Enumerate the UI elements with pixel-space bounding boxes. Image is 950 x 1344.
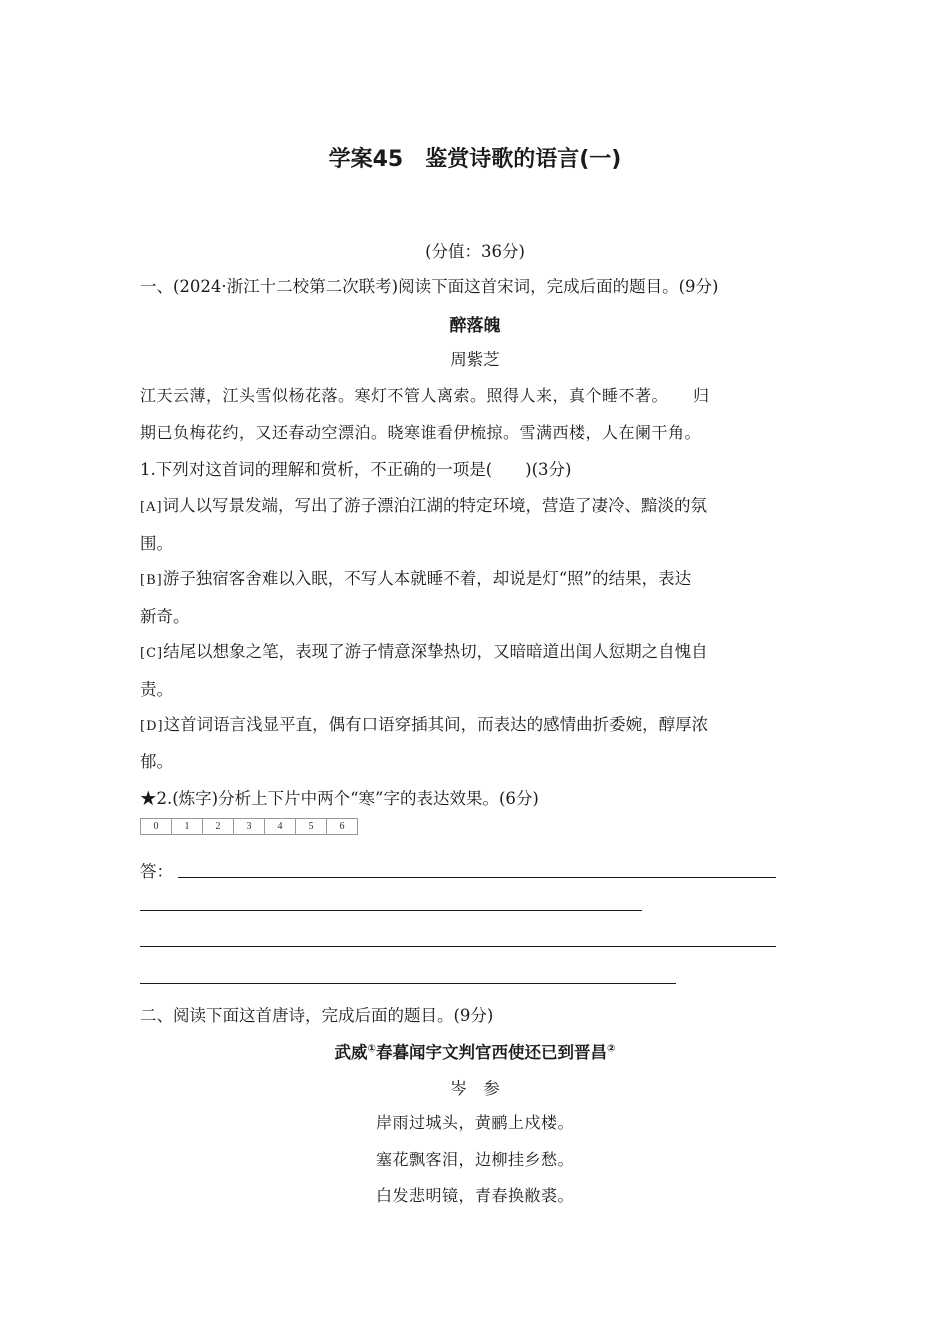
score-box[interactable]: 5 [296, 819, 327, 834]
poem1-line-1: 江天云薄，江头雪似杨花落。寒灯不管人离索。照得人来，真个睡不著。 归 [140, 386, 710, 405]
score-box[interactable]: 6 [339, 821, 345, 832]
option-d-cont: 郁。 [140, 752, 173, 771]
poem2-line-2: 塞花飘客泪，边柳挂乡愁。 [375, 1150, 574, 1169]
option-a [140, 492, 707, 516]
option-text: 这首词语言浅显平直，偶有口语穿插其间，而表达的感情曲折委婉，醇厚浓 [163, 715, 709, 734]
poem2-title-part: 武威 [334, 1043, 368, 1062]
footnote-marker[interactable]: ① [367, 1043, 376, 1055]
section2-heading: 二、阅读下面这首唐诗，完成后面的题目。(9分) [140, 1006, 494, 1025]
option-a-cont: 围。 [140, 534, 173, 553]
score-total: (分值：36分) [425, 242, 525, 261]
page-title: 学案45 鉴赏诗歌的语言(一) [328, 147, 622, 172]
option-c-cont: 责。 [140, 680, 173, 699]
score-box[interactable]: 2 [203, 819, 234, 834]
score-box[interactable]: 0 [141, 819, 172, 834]
poem2-line-1: 岸雨过城头，黄鹂上戍楼。 [375, 1113, 574, 1132]
score-boxes [140, 818, 358, 835]
answer-line[interactable] [140, 946, 776, 947]
answer-line[interactable] [178, 877, 776, 878]
poem1-author: 周紫芝 [450, 350, 500, 369]
option-text: 游子独宿客舍难以入眠，不写人本就睡不着，却说是灯“照”的结果，表达 [162, 569, 692, 588]
option-b-cont: 新奇。 [140, 607, 190, 626]
question-2: ★2.(炼字)分析上下片中两个“寒”字的表达效果。(6分) [140, 789, 539, 808]
poem1-title: 醉落魄 [449, 316, 501, 336]
option-tag: [B] [140, 573, 163, 588]
score-box[interactable]: 1 [172, 819, 203, 834]
answer-line[interactable] [140, 983, 676, 984]
question-1: 1.下列对这首词的理解和赏析，不正确的一项是( )(3分) [140, 460, 572, 479]
poem2-title [140, 1039, 810, 1063]
answer-label: 答： [140, 862, 173, 881]
poem2-author: 岑 参 [450, 1079, 500, 1098]
option-b [140, 565, 691, 589]
poem2-line-3: 白发悲明镜，青春换敝裘。 [375, 1186, 574, 1205]
poem2-title-part: 春暮闻宇文判官西使还已到晋昌 [376, 1043, 607, 1062]
option-tag: [A] [140, 500, 163, 515]
option-text: 词人以写景发端，写出了游子漂泊江湖的特定环境，营造了凄冷、黯淡的氛 [162, 496, 708, 515]
score-box[interactable]: 4 [265, 819, 296, 834]
option-tag: [D] [140, 719, 164, 734]
option-c [140, 638, 708, 662]
option-tag: [C] [140, 646, 164, 661]
section1-heading: 一、(2024·浙江十二校第二次联考)阅读下面这首宋词，完成后面的题目。(9分) [140, 277, 719, 296]
option-text: 结尾以想象之笔，表现了游子情意深挚热切，又暗暗道出闺人愆期之自愧自 [163, 642, 708, 661]
score-box[interactable]: 3 [234, 819, 265, 834]
footnote-marker[interactable]: ② [607, 1043, 616, 1055]
poem1-line-2: 期已负梅花约，又还春动空漂泊。晓寒谁看伊梳掠。雪满西楼，人在阑干角。 [140, 423, 702, 442]
answer-line[interactable] [140, 910, 642, 911]
option-d [140, 711, 708, 735]
